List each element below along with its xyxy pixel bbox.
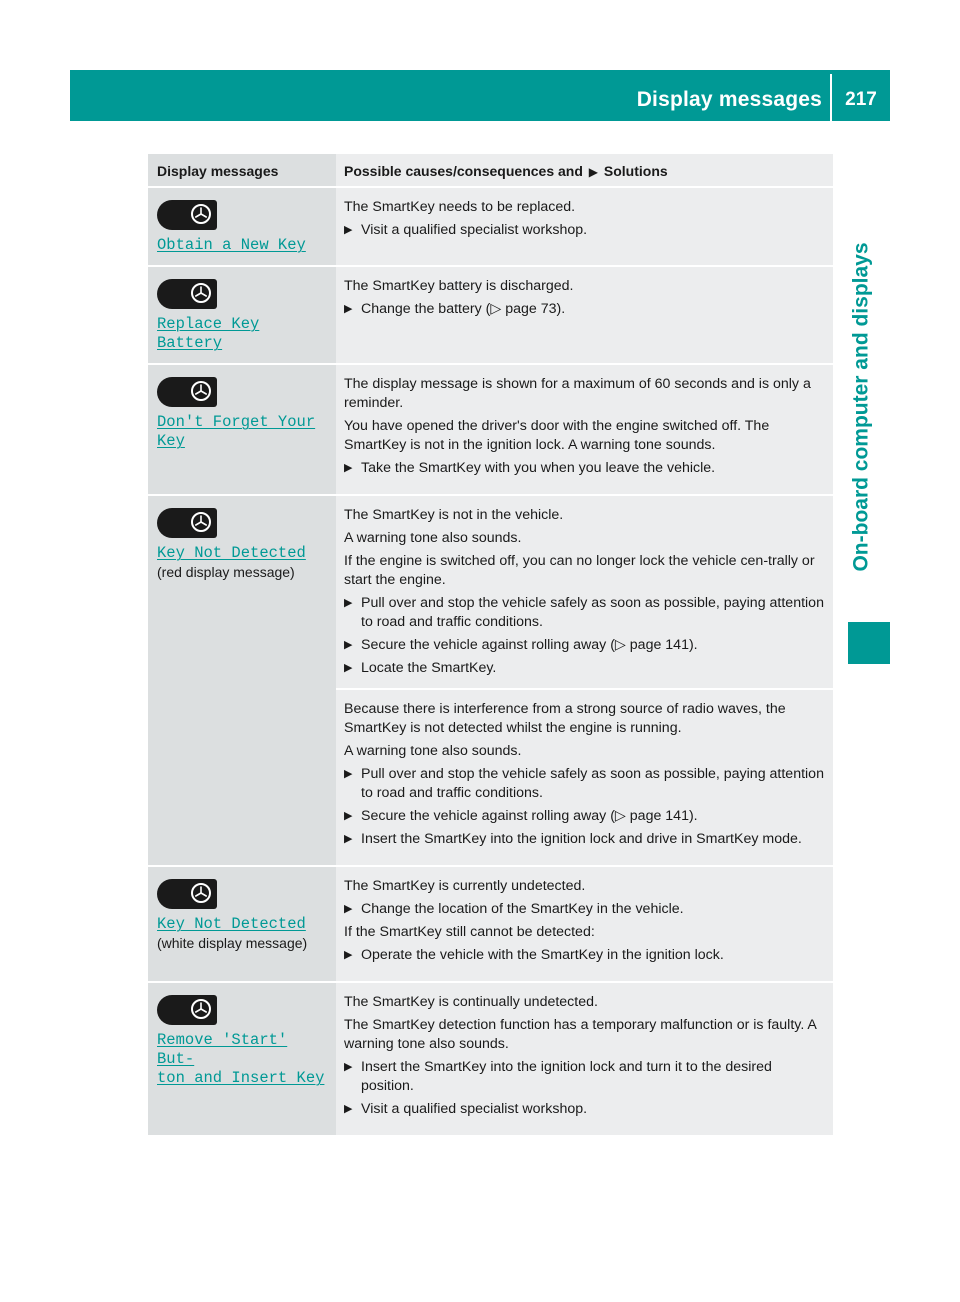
cause-text: The SmartKey is not in the vehicle. [344,507,564,523]
triangle-right-icon: ▶ [344,224,353,236]
table-row [148,867,833,983]
smartkey-warning-icon [157,508,217,538]
triangle-right-icon: ▶ [344,949,353,961]
cause-text: The SmartKey battery is discharged. [344,278,574,294]
table-header-row [148,154,833,188]
display-messages-table [148,154,833,1137]
table-row [148,267,833,365]
triangle-right-icon: ▶ [344,639,353,651]
chapter-side-label [845,226,879,588]
message-cell [148,267,336,363]
display-message-text: Obtain a New Key [157,236,306,254]
column-header-suffix: Solutions [603,163,668,179]
solution-step [344,765,827,803]
smartkey-warning-icon [157,279,217,309]
triangle-right-icon: ▶ [344,833,353,845]
mercedes-star-icon [191,512,211,532]
solution-step [344,459,827,478]
display-message-text: Key Not Detected [157,915,306,933]
solution-step [344,1100,827,1119]
message-cell [148,188,336,265]
causes-solutions-cell [336,188,833,265]
triangle-right-icon: ▶ [344,1061,353,1073]
solution-step [344,594,827,632]
solution-step-text: Secure the vehicle against rolling away (▷ page 141). [361,637,698,653]
solution-step-text: Operate the vehicle with the SmartKey in the ignition lock. [361,947,724,963]
smartkey-warning-icon [157,377,217,407]
message-cell [148,983,336,1135]
solution-step-text: Take the SmartKey with you when you leave the vehicle. [361,460,716,476]
display-message-note: (white display message) [157,935,308,951]
message-cell [148,867,336,981]
cause-block [336,688,833,849]
smartkey-warning-icon [157,879,217,909]
solution-step-text: Change the location of the SmartKey in the vehicle. [361,901,684,917]
cause-text: A warning tone also sounds. [344,743,522,759]
display-message-text: Don't Forget Your Key [157,413,316,450]
solution-step [344,946,827,965]
causes-solutions-cell [336,496,833,865]
cause-block [344,877,827,965]
column-header-causes-solutions [336,154,833,186]
cause-text: If the SmartKey still cannot be detected: [344,924,595,940]
causes-solutions-cell [336,867,833,981]
solution-step [344,300,827,319]
solution-step-text: Secure the vehicle against rolling away (▷ page 141). [361,808,698,824]
cause-block [344,375,827,478]
cause-text: Because there is interference from a strong source of radio waves, the SmartKey is not detected whilst the engine is running. [344,701,786,736]
solution-step-text: Visit a qualified specialist workshop. [361,1101,588,1117]
column-header-prefix: Possible causes/consequences and [344,163,583,179]
solution-step [344,221,827,240]
cause-text: The display message is shown for a maximum of 60 seconds and is only a reminder. [344,376,811,411]
cause-block [344,506,827,678]
header-title: Display messages [636,88,822,111]
header-bar [70,70,890,121]
triangle-right-icon: ▶ [344,1103,353,1115]
table-row [148,365,833,496]
display-message-note: (red display message) [157,564,295,580]
triangle-right-icon: ▶ [344,597,353,609]
solution-step [344,807,827,826]
mercedes-star-icon [191,883,211,903]
solution-step [344,636,827,655]
cause-text: The SmartKey is continually undetected. [344,994,598,1010]
smartkey-warning-icon [157,995,217,1025]
solution-step [344,1058,827,1096]
message-cell [148,496,336,865]
chapter-tab-marker [848,622,890,664]
table-body [148,188,833,1137]
triangle-right-icon: ▶ [344,768,353,780]
solution-step [344,659,827,678]
table-row [148,496,833,867]
solution-step-text: Insert the SmartKey into the ignition lock and drive in SmartKey mode. [361,831,802,847]
cause-text: A warning tone also sounds. [344,530,522,546]
table-row [148,983,833,1137]
solution-step-text: Insert the SmartKey into the ignition lock and turn it to the desired position. [361,1059,772,1094]
mercedes-star-icon [191,381,211,401]
page-number: 217 [845,89,877,110]
solution-step-text: Pull over and stop the vehicle safely as soon as possible, paying attention to road and traffic conditions. [361,595,824,630]
cause-text: The SmartKey needs to be replaced. [344,199,576,215]
mercedes-star-icon [191,999,211,1019]
cause-block [344,277,827,319]
solution-step-text: Pull over and stop the vehicle safely as soon as possible, paying attention to road and traffic conditions. [361,766,824,801]
cause-text: The SmartKey is currently undetected. [344,878,586,894]
triangle-right-icon: ▶ [344,662,353,674]
causes-solutions-cell [336,365,833,494]
triangle-right-icon: ▶ [344,462,353,474]
solution-step [344,830,827,849]
display-message-text: Key Not Detected [157,544,306,562]
smartkey-warning-icon [157,200,217,230]
triangle-right-icon: ▶ [344,903,353,915]
causes-solutions-cell [336,983,833,1135]
table-row [148,188,833,267]
display-message-text: Replace Key Battery [157,315,260,352]
cause-text: The SmartKey detection function has a temporary malfunction or is faulty. A warning tone also sounds. [344,1017,817,1052]
mercedes-star-icon [191,204,211,224]
solution-step [344,900,827,919]
column-header-display-messages: Display messages [148,154,336,186]
causes-solutions-cell [336,267,833,363]
triangle-right-icon: ▶ [344,303,353,315]
mercedes-star-icon [191,283,211,303]
cause-text: You have opened the driver's door with the engine switched off. The SmartKey is not in the ignition lock. A warning tone sounds. [344,418,770,453]
cause-text: If the engine is switched off, you can no longer lock the vehicle cen-trally or start the engine. [344,553,815,588]
triangle-right-icon: ▶ [588,165,599,179]
solution-step-text: Change the battery (▷ page 73). [361,301,566,317]
cause-block [344,198,827,240]
cause-block [344,993,827,1119]
message-cell [148,365,336,494]
triangle-right-icon: ▶ [344,810,353,822]
solution-step-text: Locate the SmartKey. [361,660,497,676]
display-message-text: Remove 'Start' But‐ ton and Insert Key [157,1031,325,1087]
chapter-title: On-board computer and displays [850,242,873,572]
solution-step-text: Visit a qualified specialist workshop. [361,222,588,238]
